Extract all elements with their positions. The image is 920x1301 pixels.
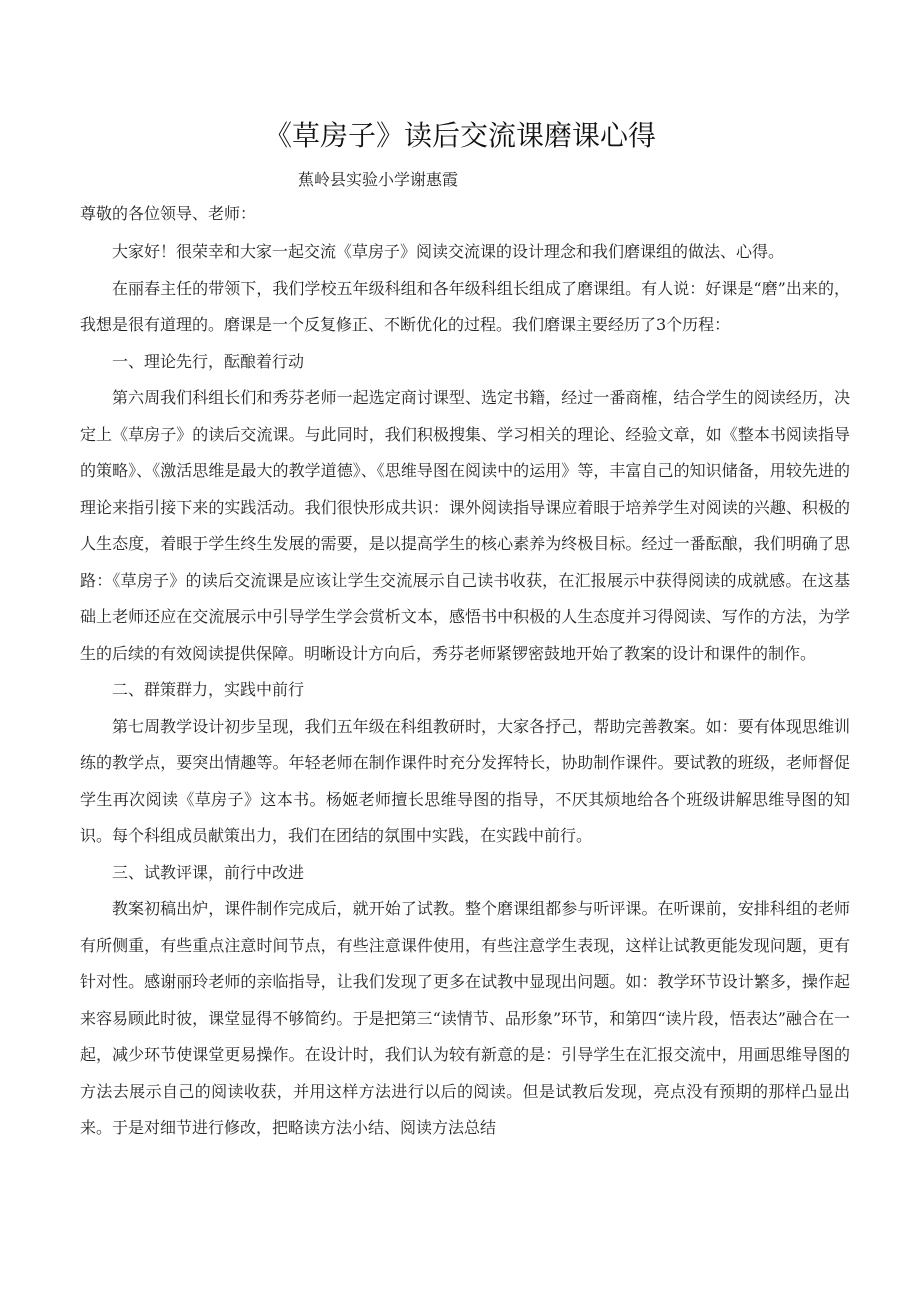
paragraph-section-2: 第七周教学设计初步呈现，我们五年级在科组教研时，大家各抒己，帮助完善教案。如：要有体现思维训练的教学点，要突出情趣等。年轻老师在制作课件时充分发挥特长，协助制作课件。要试教的班级，老师督促学生再次阅读《草房子》这本书。杨姬老师擅长思维导图的指导，不厌其烦地给各个班级讲解思维导图的知识。每个科组成员献策出力，我们在团结的氛围中实践，在实践中前行。 — [80, 716, 850, 845]
section-heading-3: 三、试教评课，前行中改进 — [112, 862, 305, 882]
paragraph-greeting: 大家好！很荣幸和大家一起交流《草房子》阅读交流课的设计理念和我们磨课组的做法、心得。 — [112, 242, 785, 261]
salutation: 尊敬的各位领导、老师： — [80, 204, 257, 223]
paragraph-intro: 在丽春主任的带领下，我们学校五年级科组和各年级科组长组成了磨课组。有人说：好课是“磨”出来的，我想是很有道理的。磨课是一个反复修正、不断优化的过程。我们磨课主要经历了3个历程： — [80, 278, 850, 334]
document-author: 蕉岭县实验小学谢惠霞 — [298, 170, 459, 189]
document-body — [80, 234, 850, 1147]
paragraph-section-1: 第六周我们科组长们和秀芬老师一起选定商讨课型、选定书籍，经过一番商榷，结合学生的阅读经历，决定上《草房子》的读后交流课。与此同时，我们积极搜集、学习相关的理论、经验文章，如《整本书阅读指导的策略》、《激活思维是最大的教学道德》、《思维导图在阅读中的运用》等，丰富自己的知识储备，用较先进的理论来指引接下来的实践活动。我们很快形成共识：课外阅读指导课应着眼于培养学生对阅读的兴趣、积极的人生态度，着眼于学生终生发展的需要，是以提高学生的核心素养为终极目标。经过一番酝酿，我们明确了思路：《草房子》的读后交流课是应该让学生交流展示自己读书收获，在汇报展示中获得阅读的成就感。在这基础上老师还应在交流展示中引导学生学会赏析文本，感悟书中积极的人生态度并习得阅读、写作的方法，为学生的后续的有效阅读提供保障。明晰设计方向后，秀芬老师紧锣密鼓地开始了教案的设计和课件的制作。 — [80, 388, 850, 663]
document-title: 《草房子》读后交流课磨课心得 — [263, 119, 656, 152]
paragraph-section-3: 教案初稿出炉，课件制作完成后，就开始了试教。整个磨课组都参与听评课。在听课前，安排科组的老师有所侧重，有些重点注意时间节点，有些注意课件使用，有些注意学生表现，这样让试教更能发现问题，更有针对性。感谢丽玲老师的亲临指导，让我们发现了更多在试教中显现出问题。如：教学环节设计繁多，操作起来容易顾此时彼，课堂显得不够简约。于是把第三“读情节、品形象”环节，和第四“读片段，悟表达”融合在一起，减少环节使课堂更易操作。在设计时，我们认为较有新意的是：引导学生在汇报交流中，用画思维导图的方法去展示自己的阅读收获，并用这样方法进行以后的阅读。但是试教后发现，亮点没有预期的那样凸显出来。于是对细节进行修改，把略读方法小结、阅读方法总结 — [80, 899, 850, 1137]
section-heading-2: 二、群策群力，实践中前行 — [112, 680, 305, 699]
section-heading-1: 一、理论先行，酝酿着行动 — [112, 351, 305, 371]
